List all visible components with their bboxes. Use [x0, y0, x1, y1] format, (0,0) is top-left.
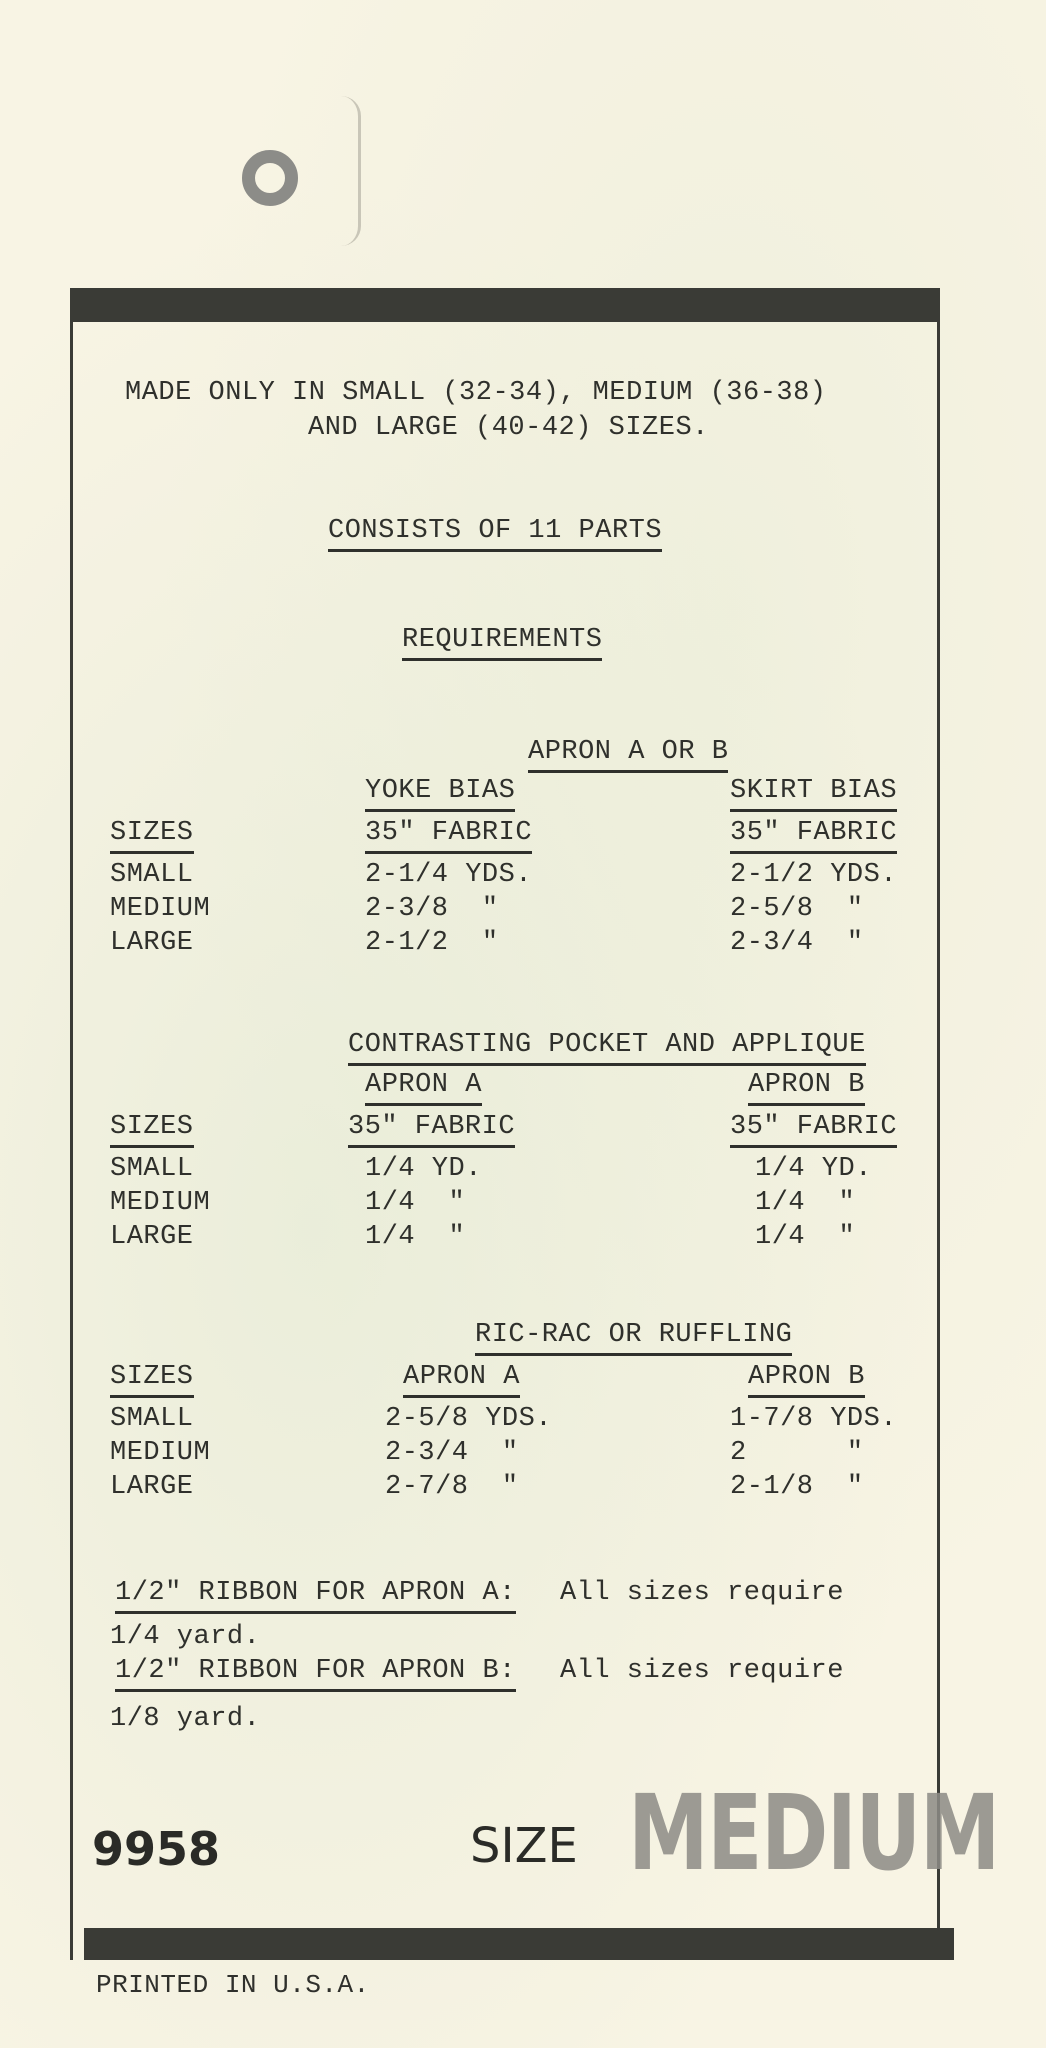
- printed-in-usa: PRINTED IN U.S.A.: [96, 1970, 370, 2000]
- size-availability-line1: MADE ONLY IN SMALL (32-34), MEDIUM (36-38): [125, 378, 827, 408]
- pattern-number: 9958: [92, 1822, 221, 1876]
- table-row-value: 2-3/4 ": [385, 1438, 519, 1468]
- table-row-size: SMALL: [110, 860, 194, 890]
- table-row-size: LARGE: [110, 1472, 194, 1502]
- section3-col1-head: APRON A: [403, 1362, 520, 1398]
- ribbon-b-amount: 1/8 yard.: [110, 1704, 261, 1734]
- parts-count: CONSISTS OF 11 PARTS: [328, 516, 662, 552]
- section2-col2-sub: 35" FABRIC: [730, 1112, 897, 1148]
- tag-flap: [318, 96, 361, 246]
- table-row-value: 2-1/2 ": [365, 928, 499, 958]
- table-row-size: MEDIUM: [110, 1438, 211, 1468]
- table-row-size: MEDIUM: [110, 894, 211, 924]
- table-row-value: 2-1/4 YDS.: [365, 860, 533, 890]
- table-row-value: 2-1/8 ": [730, 1472, 864, 1502]
- section2-col1-head: APRON A: [365, 1070, 482, 1106]
- table-row-value: 1/4 ": [365, 1188, 466, 1218]
- table-row-value: 2-5/8 YDS.: [385, 1404, 553, 1434]
- table-row-value: 1/4 ": [755, 1222, 856, 1252]
- section2-title: CONTRASTING POCKET AND APPLIQUE: [348, 1030, 866, 1066]
- requirements-heading: REQUIREMENTS: [402, 625, 602, 661]
- size-label: SIZE: [470, 1818, 578, 1874]
- table-row-value: 1/4 YD.: [365, 1154, 482, 1184]
- section1-col2-sub: 35" FABRIC: [730, 818, 897, 854]
- table-row-value: 1-7/8 YDS.: [730, 1404, 898, 1434]
- table-row-value: 2-3/4 ": [730, 928, 864, 958]
- table-row-size: LARGE: [110, 1222, 194, 1252]
- ribbon-a-label: 1/2" RIBBON FOR APRON A:: [115, 1578, 516, 1614]
- section3-col2-head: APRON B: [748, 1362, 865, 1398]
- table-row-value: 2-7/8 ": [385, 1472, 519, 1502]
- frame-top-bar: [70, 288, 940, 322]
- punch-hole-icon: [242, 150, 298, 206]
- section2-col2-head: APRON B: [748, 1070, 865, 1106]
- table-row-value: 2 ": [730, 1438, 864, 1468]
- table-row-value: 2-1/2 YDS.: [730, 860, 898, 890]
- table-row-size: SMALL: [110, 1404, 194, 1434]
- table-row-value: 2-3/8 ": [365, 894, 499, 924]
- section3-title: RIC-RAC OR RUFFLING: [475, 1320, 792, 1356]
- section2-sizes-label: SIZES: [110, 1112, 194, 1148]
- table-row-size: LARGE: [110, 928, 194, 958]
- section1-sizes-label: SIZES: [110, 818, 194, 854]
- section1-col1-sub: 35" FABRIC: [365, 818, 532, 854]
- table-row-value: 1/4 YD.: [755, 1154, 872, 1184]
- table-row-value: 1/4 ": [365, 1222, 466, 1252]
- table-row-size: SMALL: [110, 1154, 194, 1184]
- frame-bottom-bar: [84, 1928, 954, 1960]
- size-stamp: MEDIUM: [628, 1772, 999, 1894]
- table-row-value: 2-5/8 ": [730, 894, 864, 924]
- section1-col2-head: SKIRT BIAS: [730, 776, 897, 812]
- table-row-value: 1/4 ": [755, 1188, 856, 1218]
- ribbon-a-amount: 1/4 yard.: [110, 1622, 261, 1652]
- section2-col1-sub: 35" FABRIC: [348, 1112, 515, 1148]
- ribbon-b-label: 1/2" RIBBON FOR APRON B:: [115, 1656, 516, 1692]
- table-row-size: MEDIUM: [110, 1188, 211, 1218]
- ribbon-b-text: All sizes require: [560, 1656, 844, 1686]
- section3-sizes-label: SIZES: [110, 1362, 194, 1398]
- section1-title: APRON A OR B: [528, 737, 728, 773]
- size-availability-line2: AND LARGE (40-42) SIZES.: [308, 413, 709, 443]
- section1-col1-head: YOKE BIAS: [365, 776, 515, 812]
- ribbon-a-text: All sizes require: [560, 1578, 844, 1608]
